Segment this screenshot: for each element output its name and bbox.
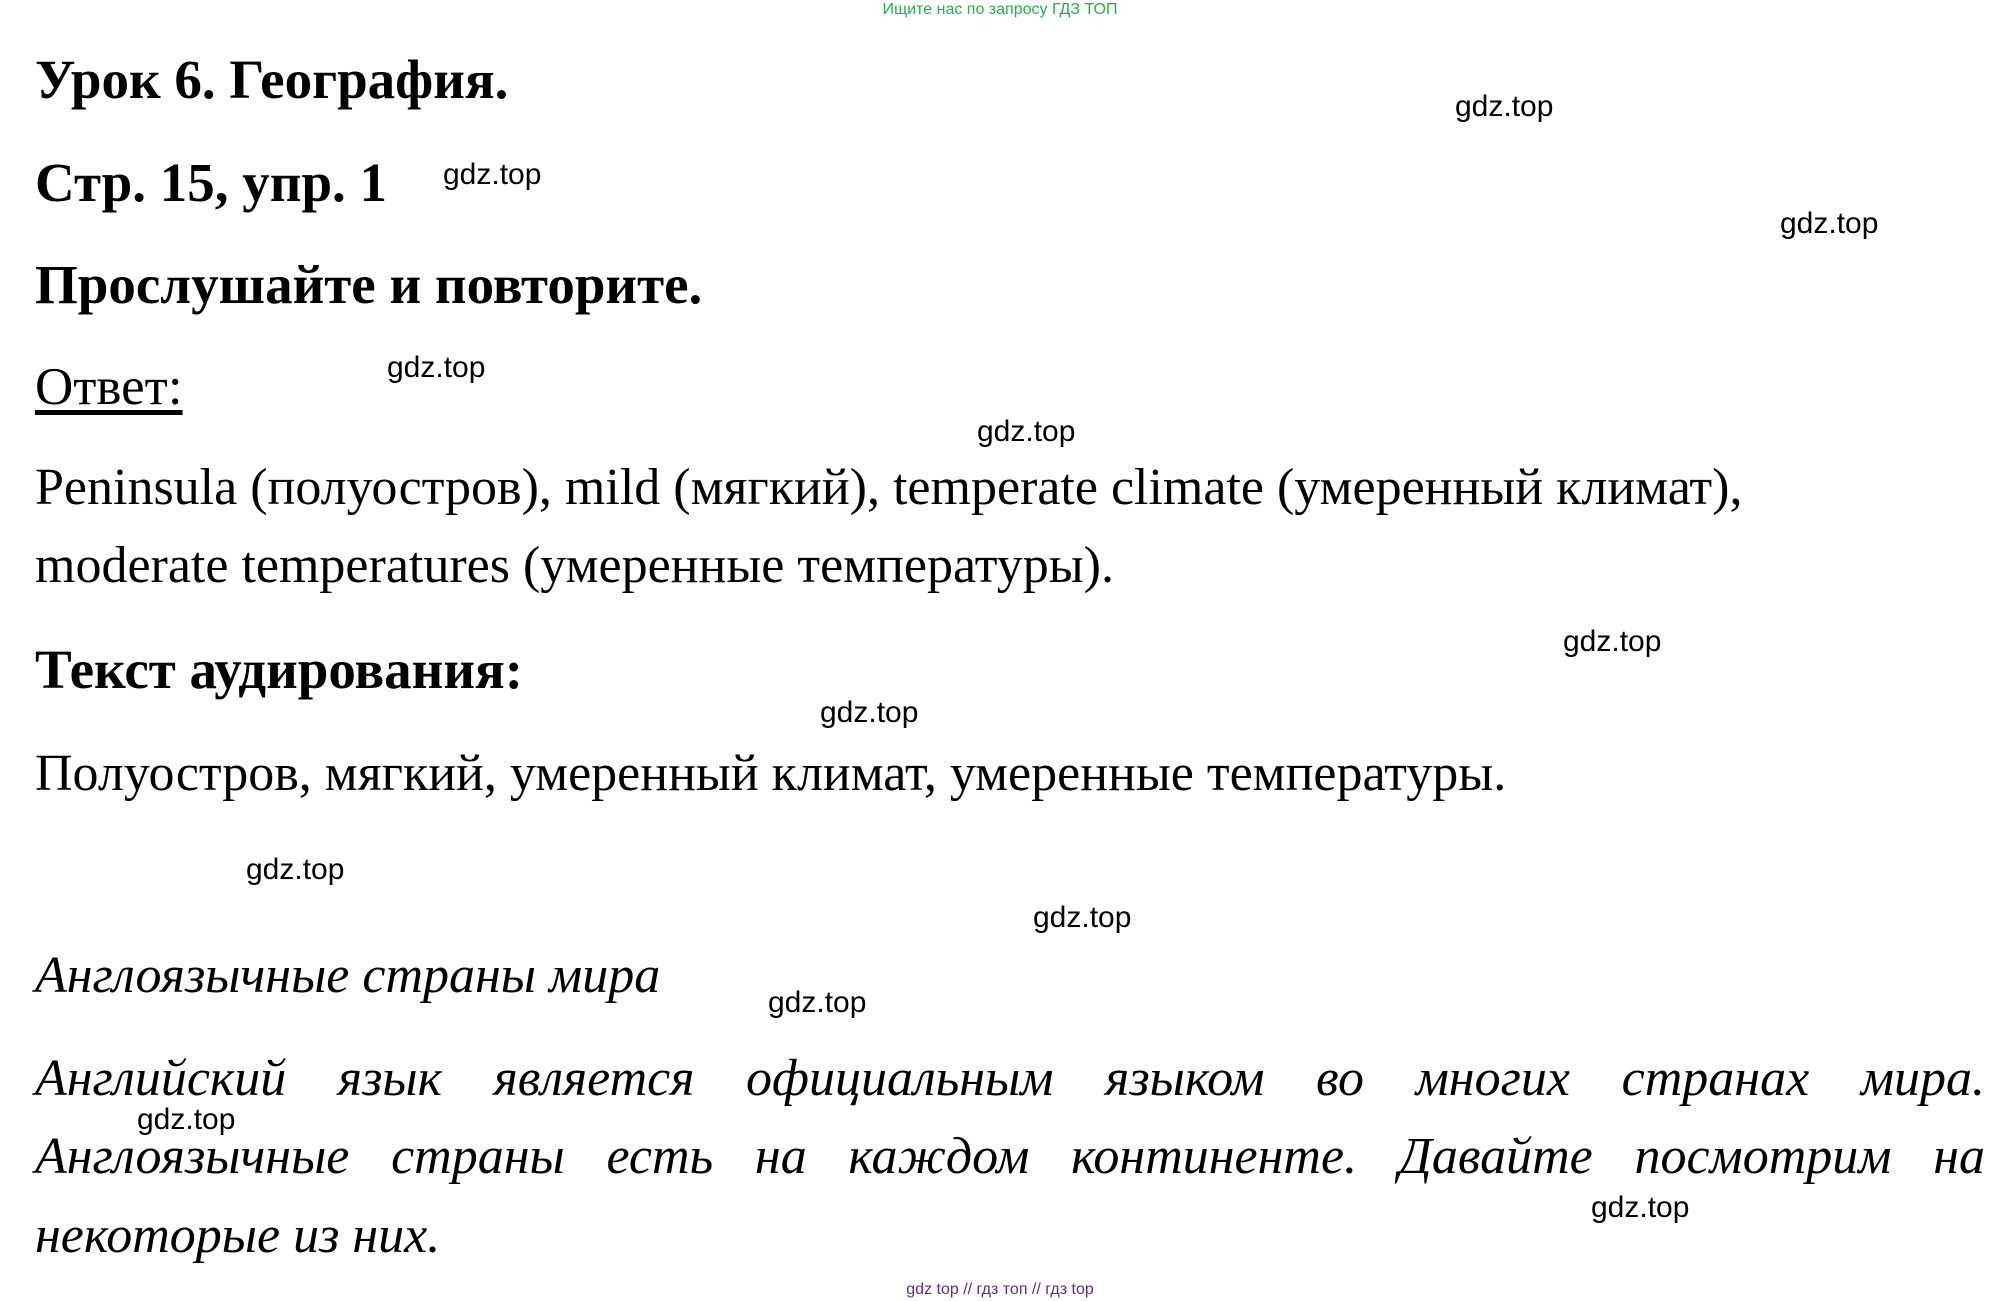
reading-title: Англоязычные страны мира — [35, 947, 661, 1004]
watermark: gdz.top — [1591, 1191, 1690, 1224]
top-banner: Ищите нас по запросу ГДЗ ТОП — [882, 1, 1118, 18]
watermark: gdz.top — [1033, 901, 1132, 934]
watermark: gdz.top — [137, 1103, 236, 1136]
watermark: gdz.top — [820, 696, 919, 729]
watermark: gdz.top — [1780, 207, 1879, 240]
bottom-banner: gdz top // гдз топ // гдз top — [906, 1281, 1094, 1298]
exercise-instruction: Прослушайте и повторите. — [35, 254, 703, 315]
watermark: gdz.top — [1563, 625, 1662, 658]
answer-text-line: Peninsula (полуостров), mild (мягкий), temperate climate (умеренный климат), — [35, 459, 1743, 516]
watermark: gdz.top — [1455, 90, 1554, 123]
reading-text-line: Английский язык является официальным языком во многих странах мира. — [35, 1050, 1985, 1107]
watermark: gdz.top — [443, 158, 542, 191]
answer-text-line: moderate temperatures (умеренные температуры). — [35, 537, 1114, 594]
answer-label: Ответ: — [35, 358, 183, 416]
watermark: gdz.top — [768, 986, 867, 1019]
watermark: gdz.top — [387, 351, 486, 384]
watermark: gdz.top — [246, 853, 345, 886]
lesson-title: Урок 6. География. — [35, 49, 509, 110]
reading-text-line: некоторые из них. — [35, 1207, 441, 1264]
exercise-reference: Стр. 15, упр. 1 — [35, 152, 388, 213]
watermark: gdz.top — [977, 415, 1076, 448]
reading-text-line: Англоязычные страны есть на каждом континенте. Давайте посмотрим на — [35, 1128, 1985, 1185]
listening-heading: Текст аудирования: — [35, 639, 524, 700]
listening-text: Полуостров, мягкий, умеренный климат, умеренные температуры. — [35, 745, 1507, 802]
